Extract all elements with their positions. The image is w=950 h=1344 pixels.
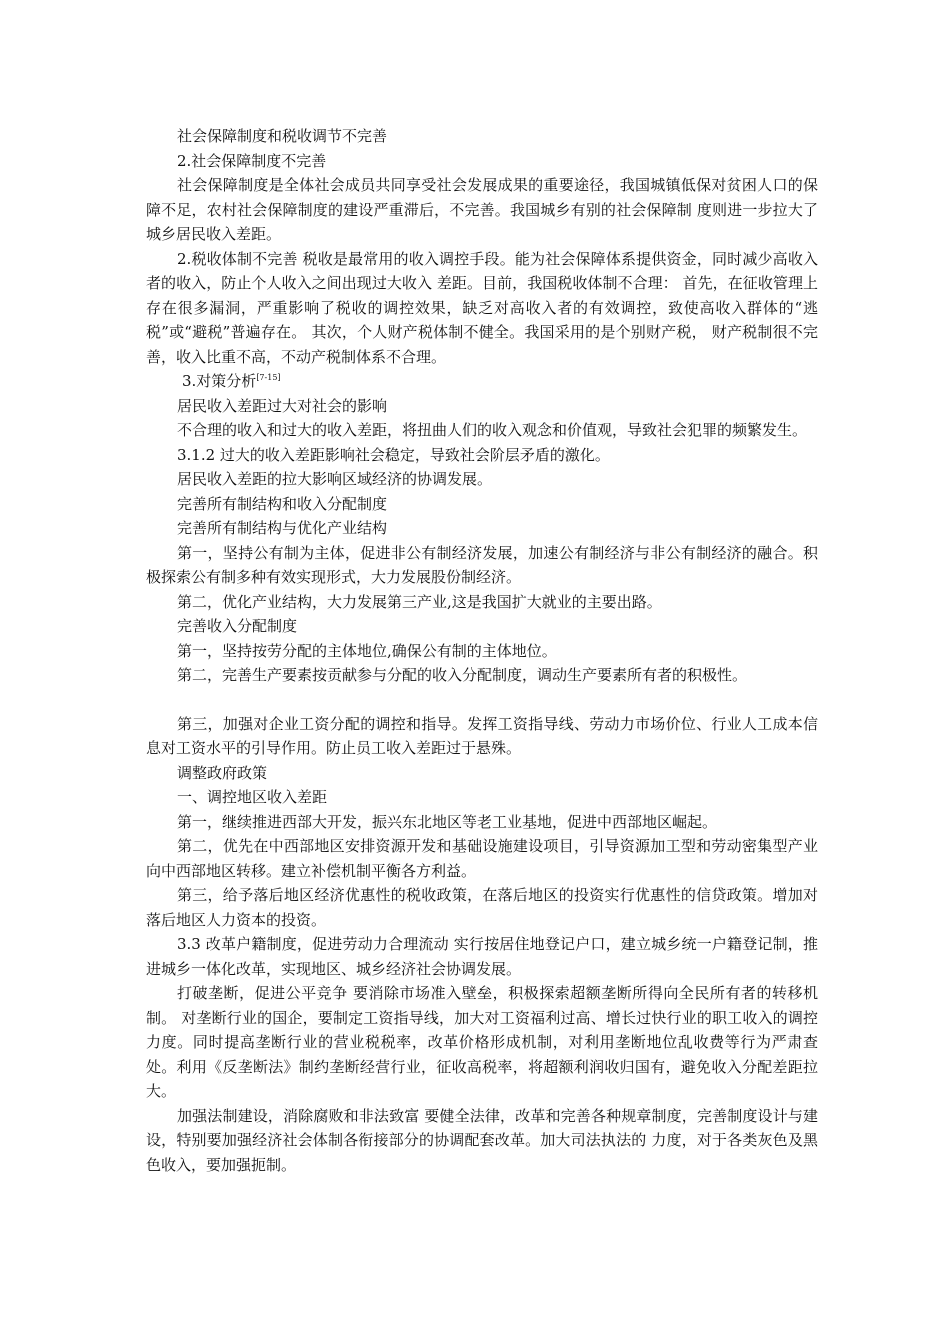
paragraph-first-public-ownership: 第一，坚持公有制为主体，促进非公有制经济发展，加速公有制经济与非公有制经济的融合。积极探索公有制多种有效实现形式，大力发展股份制经济。 bbox=[146, 543, 818, 586]
paragraph-third-tax-policy: 第三，给予落后地区经济优惠性的税收政策，在落后地区的投资实行优惠性的信贷政策。增加对落后地区人力资本的投资。 bbox=[146, 886, 818, 929]
paragraph-3-3-household-registration: 3.3 改革户籍制度，促进劳动力合理流动 实行按居住地登记户口，建立城乡统一户籍登记制，推进城乡一体化改革，实现地区、城乡经济社会协调发展。 bbox=[146, 935, 818, 978]
paragraph-break-monopoly: 打破垄断，促进公平竞争 要消除市场准入壁垒，积极探索超额垄断所得向全民所有者的转移机制。 对垄断行业的国企，要制定工资指导线，加大对工资福利过高、增长过快行业的职工收入的调控力度。同时提高垄断行业的营业税税率，改革价格形成机制，对利用垄断地位乱收费等行为严肃查处。利用《反垄断法》制约垄断经营行业，征收高税率，将超额利润收归国有，避免收入分配差距拉大。 bbox=[146, 984, 818, 1100]
heading-impact: 居民收入差距过大对社会的影响 bbox=[177, 396, 388, 415]
heading-ownership-distribution: 完善所有制结构和收入分配制度 bbox=[177, 494, 388, 513]
paragraph-third-wages: 第三，加强对企业工资分配的调控和指导。发挥工资指导线、劳动力市场价位、行业人工成本信息对工资水平的引导作用。防止员工收入差距过于悬殊。 bbox=[146, 714, 818, 757]
heading-income-distribution: 完善收入分配制度 bbox=[177, 617, 298, 635]
paragraph-regional-impact: 居民收入差距的拉大影响区域经济的协调发展。 bbox=[177, 470, 493, 488]
heading-regional-gap: 一、调控地区收入差距 bbox=[177, 788, 328, 806]
heading-social-security-incomplete: 2.社会保障制度不完善 bbox=[177, 151, 327, 170]
heading-ownership-industry: 完善所有制结构与优化产业结构 bbox=[177, 519, 388, 537]
heading-countermeasures-text: 3.对策分析 bbox=[182, 372, 257, 390]
document-body bbox=[146, 124, 818, 1177]
paragraph-tax-system: 2.税收体制不完善 税收是最常用的收入调控手段。能为社会保障体系提供资金，同时减少高收入者的收入，防止个人收入之间出现过大收入 差距。目前，我国税收体制不合理： 首先，在征收管理上存在很多漏洞，严重影响了税收的调控效果，缺乏对高收入者的有效调控，致使高收入群体的“逃税”或“避税”普遍存在。 其次，个人财产税体制不健全。我国采用的是个别财产税， 财产税制很不完善，收入比重不高，不动产税制体系不合理。 bbox=[146, 249, 818, 366]
heading-countermeasures bbox=[146, 369, 818, 394]
paragraph-3-1-2: 3.1.2 过大的收入差距影响社会稳定，导致社会阶层矛盾的激化。 bbox=[177, 445, 610, 464]
paragraph-second-infrastructure: 第二，优先在中西部地区安排资源开发和基础设施建设项目，引导资源加工型和劳动密集型产业向中西部地区转移。建立补偿机制平衡各方利益。 bbox=[146, 837, 818, 880]
paragraph-social-security: 社会保障制度是全体社会成员共同享受社会发展成果的重要途径，我国城镇低保对贫困人口的保障不足，农村社会保障制度的建设严重滞后，不完善。我国城乡有别的社会保障制 度则进一步拉大了城乡居民收入差距。 bbox=[146, 176, 818, 243]
paragraph-second-industry: 第二，优化产业结构，大力发展第三产业,这是我国扩大就业的主要出路。 bbox=[177, 592, 662, 611]
paragraph-unreasonable-income: 不合理的收入和过大的收入差距，将扭曲人们的收入观念和价值观，导致社会犯罪的频繁发生。 bbox=[177, 421, 808, 439]
paragraph-second-factors: 第二，完善生产要素按贡献参与分配的收入分配制度，调动生产要素所有者的积极性。 bbox=[177, 666, 748, 684]
paragraph-first-western-development: 第一，继续推进西部大开发，振兴东北地区等老工业基地，促进中西部地区崛起。 bbox=[177, 812, 718, 831]
heading-government-policy: 调整政府政策 bbox=[177, 763, 268, 782]
citation-superscript: [7-15] bbox=[256, 373, 281, 382]
heading-social-security-tax: 社会保障制度和税收调节不完善 bbox=[177, 127, 388, 145]
paragraph-first-labor-distribution: 第一，坚持按劳分配的主体地位,确保公有制的主体地位。 bbox=[177, 641, 557, 660]
paragraph-legal-system: 加强法制建设，消除腐败和非法致富 要健全法律，改革和完善各种规章制度，完善制度设计与建设，特别要加强经济社会体制各衔接部分的协调配套改革。加大司法执法的 力度，对于各类灰色及黑色收入，要加强扼制。 bbox=[146, 1106, 818, 1174]
